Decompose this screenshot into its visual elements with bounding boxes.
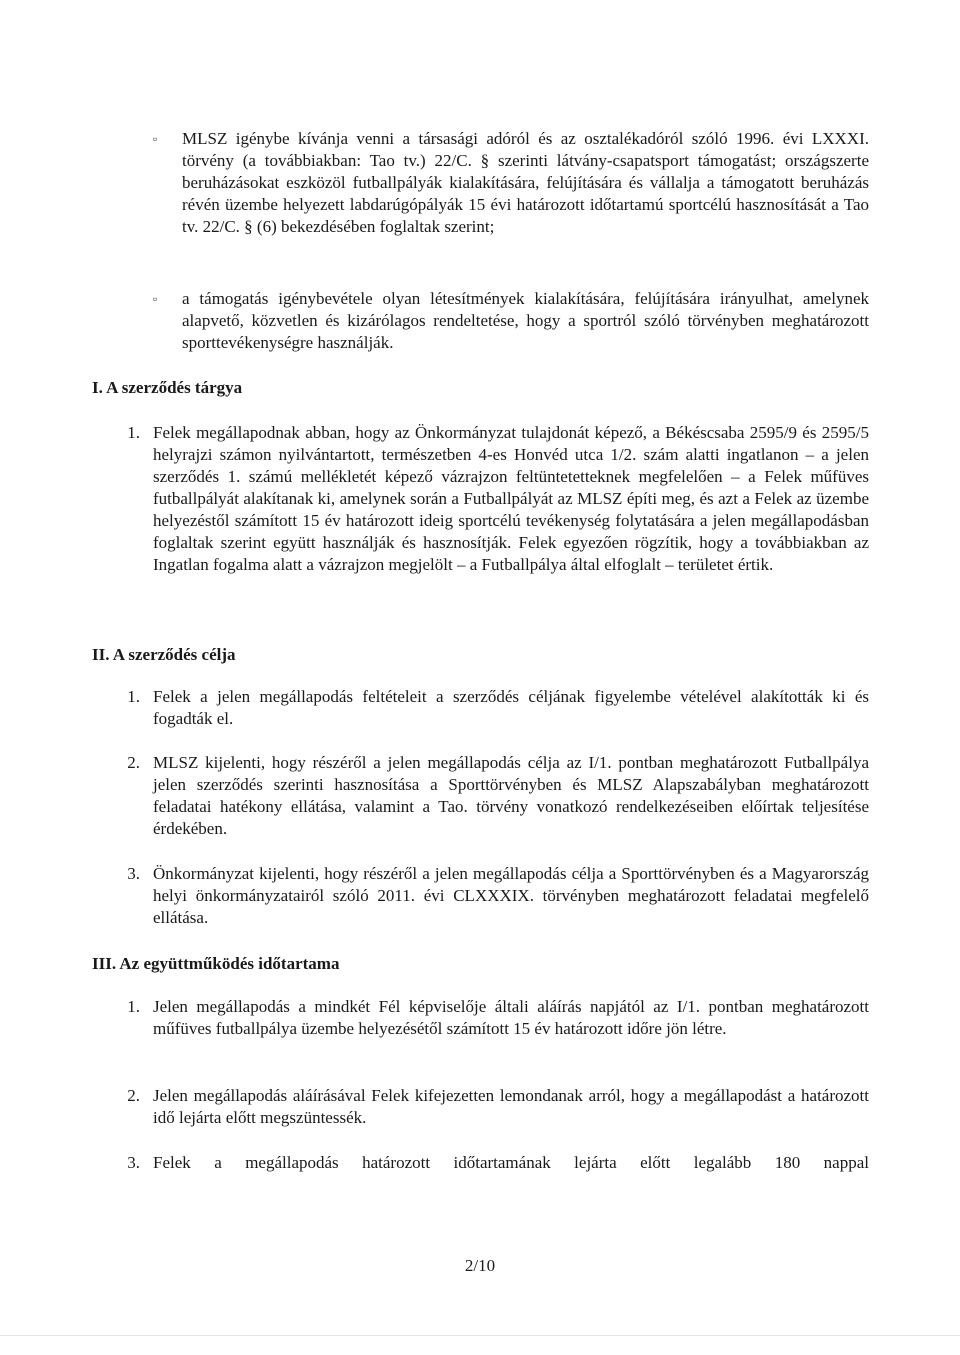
item-number: 1. [127,687,140,706]
section-heading: III. Az együttműködés időtartama [92,954,340,973]
bullet-square-icon: ▫ [153,292,158,306]
page-number: 2/10 [464,1256,496,1275]
bullet-paragraph: a támogatás igénybevétele olyan létesítmények kialakítására, felújítására irányulhat, amelynek alapvető, közvetlen és kizárólagos rendeltetése, hogy a sportról szóló törvényben meghatározott sporttevékenységre használják. [182,289,869,352]
bullet-square-icon: ▫ [153,132,158,146]
section-item-text: MLSZ kijelenti, hogy részéről a jelen megállapodás célja az I/1. pontban meghatározott Futballpálya jelen szerződés szerinti hasznosítása a Sporttörvényben és MLSZ Alapszabályban meghatározott feladatai hatékony ellátása, valamint a Tao. törvény vonatkozó rendelkezéseiben előírtak teljesítése érdekében. [153,753,869,838]
section-heading: I. A szerződés tárgya [92,378,243,397]
bottom-divider [0,1335,960,1336]
item-number: 2. [127,753,140,772]
item-number: 3. [127,864,140,883]
bullet-paragraph: MLSZ igénybe kívánja venni a társasági adóról és az osztalékadóról szóló 1996. évi LXXXI. törvény (a továbbiakban: Tao tv.) 22/C. § szerinti látvány-csapatsport támogatást; országszerte beruházásokat eszközöl futballpályák kialakítására, felújítására és vállalja a támogatott beruházás révén üzembe helyezett labdarúgópályák 15 évi határozott időtartamú sportcélú hasznosítását a Tao tv. 22/C. § (6) bekezdésében foglaltak szerint; [182,129,869,236]
section-item-text: Jelen megállapodás a mindkét Fél képviselője általi aláírás napjától az I/1. pontban meghatározott műfüves futballpálya üzembe helyezésétől számított 15 év határozott időre jön létre. [153,997,869,1038]
section-item-text: Felek megállapodnak abban, hogy az Önkormányzat tulajdonát képező, a Békéscsaba 2595/9 és 2595/5 helyrajzi számon nyilvántartott, természetben 4-es Honvéd utca 1/2. szám alatti ingatlanon – a jelen szerződés 1. számú mellékletét képező vázrajzon feltüntetetteknek megfelelően – a Felek műfüves futballpályát alakítanak ki, amelynek során a Futballpályát az MLSZ építi meg, és azt a Felek az üzembe helyezéstől számított 15 év határozott ideig sportcélú tevékenység folytatására a jelen megállapodásban foglaltak szerint együtt használják és hasznosítják. Felek egyezően rögzítik, hogy a továbbiakban az Ingatlan fogalma alatt a vázrajzon megjelölt – a Futballpálya által elfoglalt – területet értik. [153,423,869,574]
item-number: 1. [127,997,140,1016]
section-item-text: Felek a megállapodás határozott időtartamának lejárta előtt legalább 180 nappal [153,1153,869,1172]
item-number: 1. [127,423,140,442]
section-item-text: Felek a jelen megállapodás feltételeit a szerződés céljának figyelembe vételével alakították ki és fogadták el. [153,687,869,728]
item-number: 3. [127,1153,140,1172]
section-item-text: Jelen megállapodás aláírásával Felek kifejezetten lemondanak arról, hogy a megállapodást a határozott idő lejárta előtt megszüntessék. [153,1086,869,1127]
item-number: 2. [127,1086,140,1105]
section-item-text: Önkormányzat kijelenti, hogy részéről a jelen megállapodás célja a Sporttörvényben és a Magyarország helyi önkormányzatairól szóló 2011. évi CLXXXIX. törvényben meghatározott feladatai megfelelő ellátása. [153,864,869,927]
section-heading: II. A szerződés célja [92,645,236,664]
